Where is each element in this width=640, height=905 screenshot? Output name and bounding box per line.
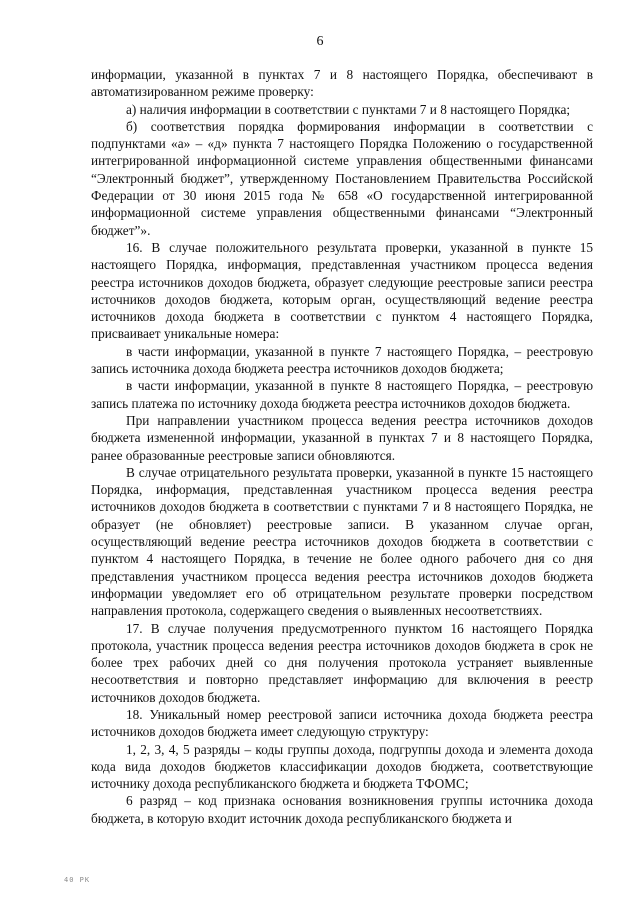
- paragraph: а) наличия информации в соответствии с пунктами 7 и 8 настоящего Порядка;: [126, 101, 571, 117]
- paragraph: 16. В случае положительного результата проверки, указанной в пункте 15 настоящего Порядка, информация, представленная участником процесса ведения реестра источников доходов бюджета, образует следующие реестровые записи реестра источников доходов бюджета, которым орган, осуществляющий ведение реестра источников дохода бюджета в соответствии с пунктом 4 настоящего Порядка, присваивает уникальные номера:: [91, 239, 593, 342]
- paragraph: В случае отрицательного результата проверки, указанной в пункте 15 настоящего Порядка, информация, представленная участником процесса ведения реестра источников доходов бюджета в соответствии с пунктами 7 и 8 настоящего Порядка, не образует (не обновляет) реестровые записи. В указанном случае орган, осуществляющий ведение реестра источников доходов бюджета в соответствии с пунктом 4 настоящего Порядка, в течение не более одного рабочего дня со дня представления участником процесса ведения реестра источников доходов бюджета информации уведомляет его об отрицательном результате проверки посредством направления протокола, содержащего сведения о выявленных несоответствиях.: [91, 464, 593, 619]
- paragraph: информации, указанной в пунктах 7 и 8 настоящего Порядка, обеспечивают в автоматизированном режиме проверку:: [91, 67, 593, 100]
- paragraph: в части информации, указанной в пункте 8 настоящего Порядка, – реестровую запись платежа по источнику дохода бюджета реестра источников доходов бюджета.: [91, 378, 593, 411]
- paragraph: б) соответствия порядка формирования информации в соответствии с подпунктами «а» – «д» пункта 7 настоящего Порядка Положению о государственной интегрированной информационной системе управления общественными финансами “Электронный бюджет”, утвержденному Постановлением Правительства Российской Федерации от 30 июня 2015 года № 658 «О государственной интегрированной информационной системе управления общественными финансами “Электронный бюджет”».: [91, 118, 593, 238]
- paragraph: 1, 2, 3, 4, 5 разряды – коды группы дохода, подгруппы дохода и элемента дохода кода вида доходов бюджетов классификации доходов бюджета, соответствующие источнику дохода республиканского бюджета и бюджета ТФОМС;: [91, 741, 593, 792]
- page-number: 6: [316, 34, 324, 49]
- paragraph: 18. Уникальный номер реестровой записи источника дохода бюджета реестра источников доходов бюджета имеет следующую структуру:: [91, 706, 593, 740]
- paragraph: в части информации, указанной в пункте 7 настоящего Порядка, – реестровую запись источника дохода бюджета реестра источников доходов бюджета;: [91, 343, 593, 377]
- paragraph: При направлении участником процесса ведения реестра источников доходов бюджета измененной информации, указанной в пунктах 7 и 8 настоящего Порядка, ранее образованные реестровые записи обновляются.: [91, 412, 593, 463]
- paragraph: 6 разряд – код признака основания возникновения группы источника дохода бюджета, в которую входит источник дохода республиканского бюджета и: [91, 793, 593, 826]
- document-body: [91, 66, 593, 827]
- footer-mark: 40 PK: [64, 876, 91, 884]
- paragraph: 17. В случае получения предусмотренного пунктом 16 настоящего Порядка протокола, участник процесса ведения реестра источников доходов бюджета в срок не более трех рабочих дней со дня получения протокола устраняет выявленные несоответствия и повторно представляет информацию для включения в реестр источников доходов бюджета.: [91, 620, 593, 705]
